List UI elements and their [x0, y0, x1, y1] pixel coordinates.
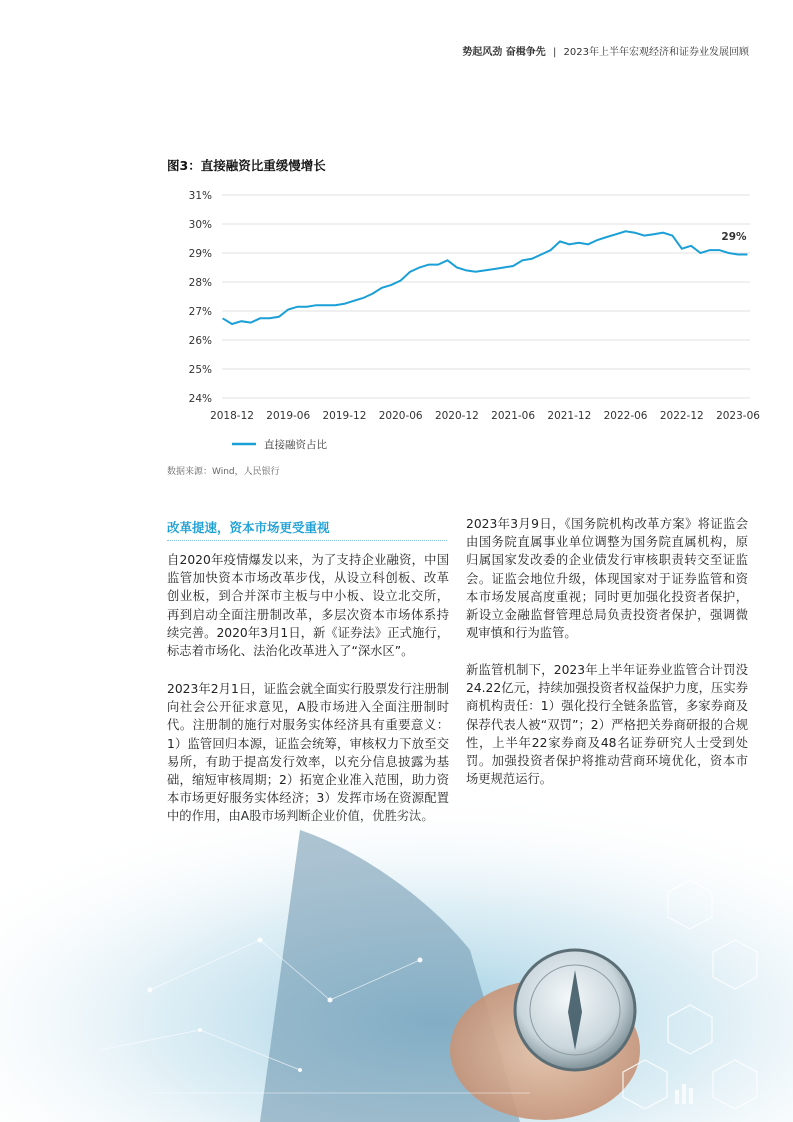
x-tick-label: 2022-12	[659, 410, 704, 422]
x-tick-label: 2021-06	[491, 410, 536, 422]
y-tick-label: 28%	[188, 277, 212, 289]
header-slogan: 势起风劲 奋楫争先	[462, 47, 546, 58]
x-tick-label: 2020-12	[434, 410, 479, 422]
y-tick-label: 26%	[188, 335, 212, 347]
figure-source: 数据来源：Wind，人民银行	[167, 467, 280, 477]
y-axis-ticks	[189, 190, 212, 405]
series-line-direct-financing	[223, 231, 748, 324]
x-tick-label: 2023-06	[716, 410, 760, 422]
header-separator: |	[552, 47, 557, 58]
end-value-label: 29%	[721, 230, 747, 243]
x-tick-label: 2018-12	[210, 410, 254, 422]
y-tick-label: 30%	[188, 219, 212, 231]
y-tick-label: 31%	[188, 190, 212, 202]
paragraph-regulatory-penalties: 新监管机制下，2023年上半年证券业监管合计罚没24.22亿元，持续加强投资者权益保护力度，压实券商机构责任：1）强化投行全链条监管，多家券商及保荐代表人被“双罚”；2）严格把关券商研报的合规性，上半年22家券商及48名证券研究人士受到处罚。加强投资者保护将推动营商环境优化，资本市场更规范运行。	[466, 663, 748, 787]
y-tick-label: 27%	[188, 306, 212, 318]
paragraph-institutional-reform: 2023年3月9日，《国务院机构改革方案》将证监会由国务院直属事业单位调整为国务院直属机构，原归属国家发改委的企业债发行审核职责转交至证监会。证监会地位升级，体现国家对于证券监管和资本市场发展高度重视；同时更加强化投资者保护，新设立金融监督管理总局负责投资者保护，强调微观审慎和行为监管。	[466, 517, 748, 641]
paragraph-registration-system: 2023年2月1日，证监会就全面实行股票发行注册制向社会公开征求意见，A股市场进入全面注册制时代。注册制的施行对服务实体经济具有重要意义：1）监管回归本源，证监会统筹，审核权力下放至交易所，有助于提高发行效率，以充分信息披露为基础，缩短审核周期；2）拓宽企业准入范围，助力资	[167, 682, 449, 788]
paragraph-reform-background: 自2020年疫情爆发以来，为了支持企业融资，中国监管加快资本市场改革步伐，从设立科创板、改革创业板，到合并深市主板与中小板、设立北交所，再到启动全面注册制改革，多层次资本市场体系持续完善。2020年3月1日，新《证券法》正式施行，标志着市场化、法治化改革进入了“深水区”。	[167, 553, 449, 659]
section-divider	[167, 540, 447, 541]
x-axis-ticks	[210, 410, 760, 422]
y-tick-label: 29%	[188, 248, 212, 260]
section-title: 改革提速，资本市场更受重视	[167, 520, 330, 535]
legend-label: 直接融资占比	[264, 439, 327, 451]
header-report-title: 2023年上半年宏观经济和证券业发展回顾	[563, 47, 749, 58]
x-tick-label: 2020-06	[378, 410, 423, 422]
x-tick-label: 2022-06	[603, 410, 648, 422]
figure-title: 图3：直接融资比重缓慢增长	[167, 158, 326, 173]
x-tick-label: 2019-12	[322, 410, 367, 422]
y-tick-label: 25%	[188, 364, 212, 376]
x-tick-label: 2021-12	[547, 410, 592, 422]
x-tick-label: 2019-06	[266, 410, 311, 422]
hand-holding-compass-icon	[0, 790, 793, 1122]
line-chart	[0, 0, 793, 470]
chart-grid	[222, 195, 750, 398]
y-tick-label: 24%	[188, 393, 212, 405]
